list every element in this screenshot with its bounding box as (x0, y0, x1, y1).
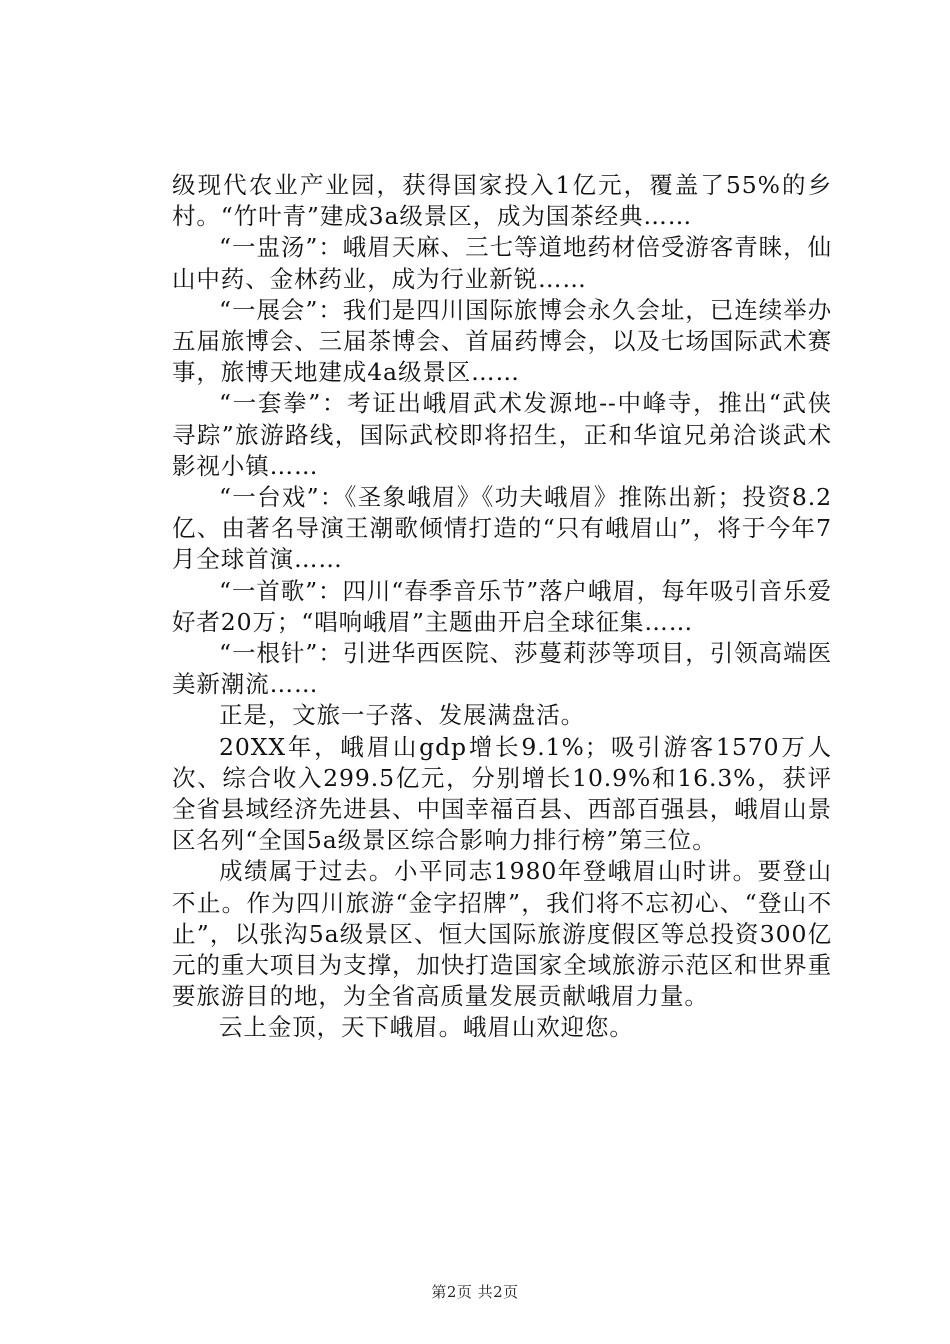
document-body (172, 170, 832, 1044)
page-number-footer: 第2页 共2页 (431, 1283, 519, 1301)
paragraph-8: 正是，文旅一子落、发展满盘活。 (219, 701, 585, 730)
paragraph-1: 级现代农业产业园，获得国家投入1亿元，覆盖了55%的乡村。“竹叶青”建成3a级景区，成为国茶经典…… (172, 171, 832, 231)
paragraph-9: 20XX年，峨眉山gdp增长9.1%；吸引游客1570万人次、综合收入299.5亿元，分别增长10.9%和16.3%，获评全省县域经济先进县、中国幸福百县、西部百强县，峨眉山景区名列“全国5a级景区综合影响力排行榜”第三位。 (172, 732, 832, 855)
paragraph-10: 成绩属于过去。小平同志1980年登峨眉山时讲。要登山不止。作为四川旅游“金字招牌”，我们将不忘初心、“登山不止”，以张沟5a级景区、恒大国际旅游度假区等总投资300亿元的重大项目为支撑，加快打造国家全域旅游示范区和世界重要旅游目的地，为全省高质量发展贡献峨眉力量。 (172, 857, 832, 1011)
paragraph-2: “一盅汤”：峨眉天麻、三七等道地药材倍受游客青睐，仙山中药、金林药业，成为行业新锐…… (172, 233, 832, 293)
paragraph-11: 云上金顶，天下峨眉。峨眉山欢迎您。 (219, 1013, 634, 1042)
paragraph-7: “一根针”：引进华西医院、莎蔓莉莎等项目，引领高端医美新潮流…… (172, 639, 832, 699)
paragraph-4: “一套拳”：考证出峨眉武术发源地--中峰寺，推出“武侠寻踪”旅游路线，国际武校即将招生，正和华谊兄弟洽谈武术影视小镇…… (172, 389, 832, 480)
paragraph-5: “一台戏”：《圣象峨眉》《功夫峨眉》推陈出新；投资8.2亿、由著名导演王潮歌倾情打造的“只有峨眉山”，将于今年7月全球首演…… (172, 483, 832, 574)
paragraph-6: “一首歌”：四川“春季音乐节”落户峨眉，每年吸引音乐爱好者20万；“唱响峨眉”主题曲开启全球征集…… (172, 576, 832, 636)
paragraph-3: “一展会”：我们是四川国际旅博会永久会址，已连续举办五届旅博会、三届茶博会、首届药博会，以及七场国际武术赛事，旅博天地建成4a级景区…… (172, 295, 832, 387)
